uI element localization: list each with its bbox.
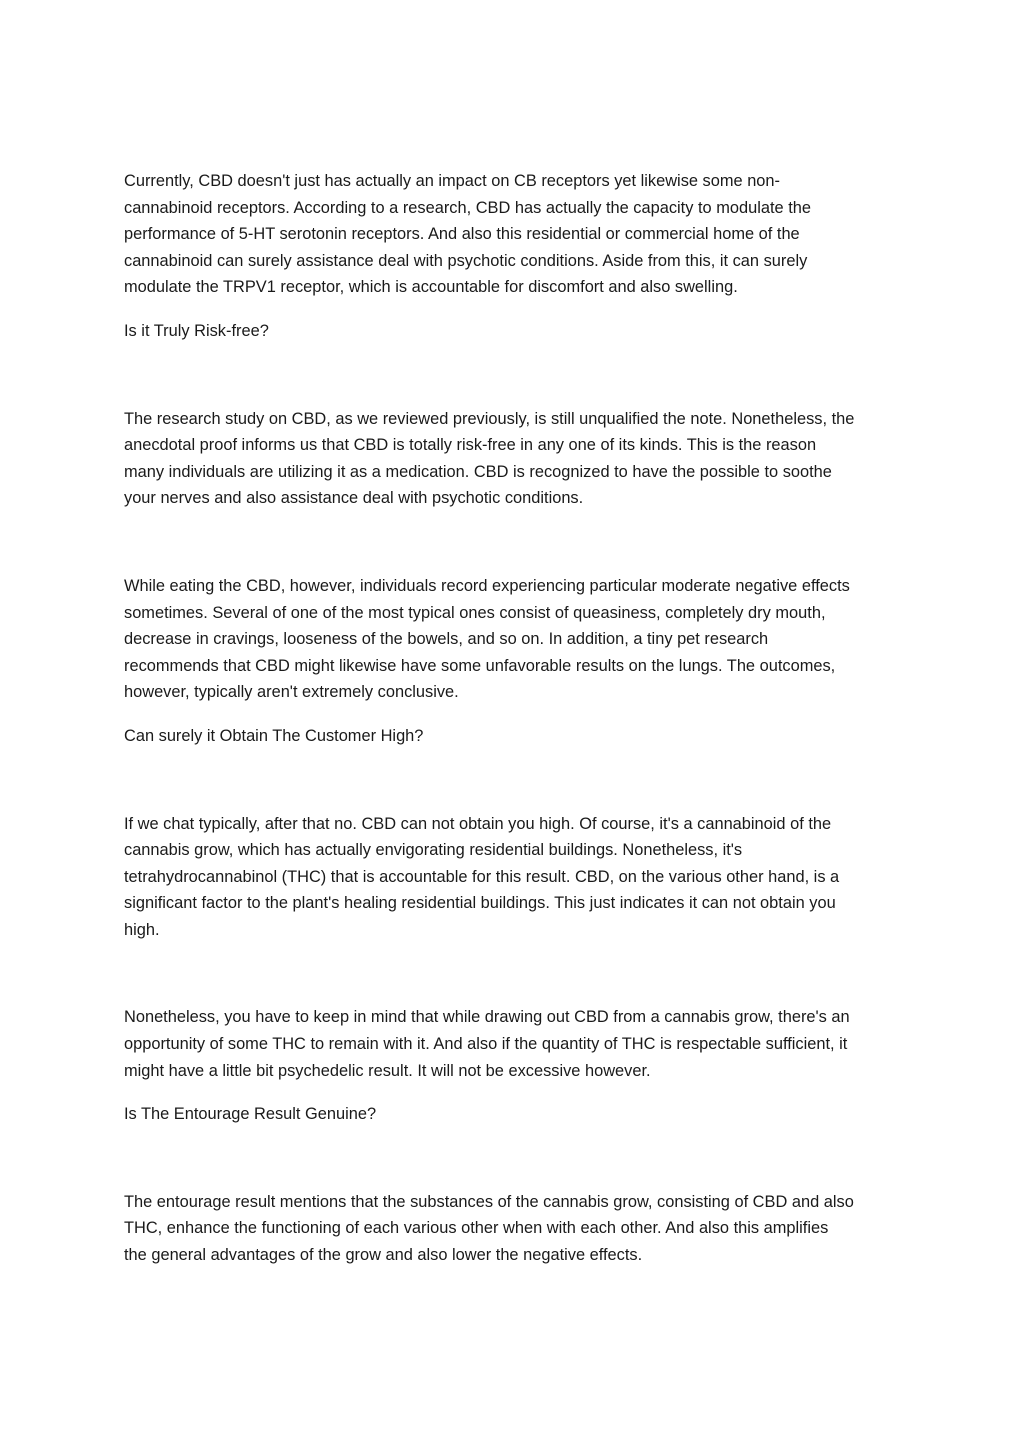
document-page xyxy=(124,168,904,1269)
heading-entourage: Is The Entourage Result Genuine? xyxy=(124,1105,377,1124)
spacer xyxy=(124,1128,904,1189)
spacer xyxy=(124,301,904,318)
paragraph-entourage-effect: The entourage result mentions that the substances of the cannabis grow, consisting of CBD and also THC, enhance the functioning of each various other when with each other. And also this amplifies the general advantages of the grow and also lower the negative effects. xyxy=(124,1192,854,1265)
spacer xyxy=(124,943,904,1004)
spacer xyxy=(124,750,904,811)
paragraph-research-study: The research study on CBD, as we reviewed previously, is still unqualified the note. Nonetheless, the anecdotal proof informs us that CBD is totally risk-free in any one of its kinds. This is the reason many individuals are utilizing it as a medication. CBD is recognized to have the possible to soothe your nerves and also assistance deal with psychotic conditions. xyxy=(124,409,855,508)
heading-risk-free: Is it Truly Risk-free? xyxy=(124,321,269,340)
paragraph-thc-traces: Nonetheless, you have to keep in mind that while drawing out CBD from a cannabis grow, there's an opportunity of some THC to remain with it. And also if the quantity of THC is respectable sufficient, it might have a little bit psychedelic result. It will not be excessive however. xyxy=(124,1008,850,1080)
heading-customer-high: Can surely it Obtain The Customer High? xyxy=(124,726,424,745)
paragraph-not-high: If we chat typically, after that no. CBD can not obtain you high. Of course, it's a cannabinoid of the cannabis grow, which has actually envigorating residential buildings. Nonetheless, it's tetrahydrocannabinol (THC) that is accountable for this result. CBD, on the various other hand, is a significant factor to the plant's healing residential buildings. This just indicates it can not obtain you high. xyxy=(124,814,840,939)
paragraph-side-effects: While eating the CBD, however, individuals record experiencing particular moderate negative effects sometimes. Several of one of the most typical ones consist of queasiness, completely dry mouth, decrease in cravings, looseness of the bowels, and so on. In addition, a tiny pet research recommends that CBD might likewise have some unfavorable results on the lungs. The outcomes, however, typically aren't extremely conclusive. xyxy=(124,576,850,702)
spacer xyxy=(124,512,904,573)
spacer xyxy=(124,706,904,723)
spacer xyxy=(124,1084,904,1101)
spacer xyxy=(124,345,904,406)
paragraph-cbd-receptors: Currently, CBD doesn't just has actually an impact on CB receptors yet likewise some non- cannabinoid receptors. According to a research, CBD has actually the capacity to modulate the performance of 5-HT serotonin receptors. And also this residential or commercial home of the cannabinoid can surely assistance deal with psychotic conditions. Aside from this, it can surely modulate the TRPV1 receptor, which is accountable for discomfort and also swelling. xyxy=(124,172,811,297)
